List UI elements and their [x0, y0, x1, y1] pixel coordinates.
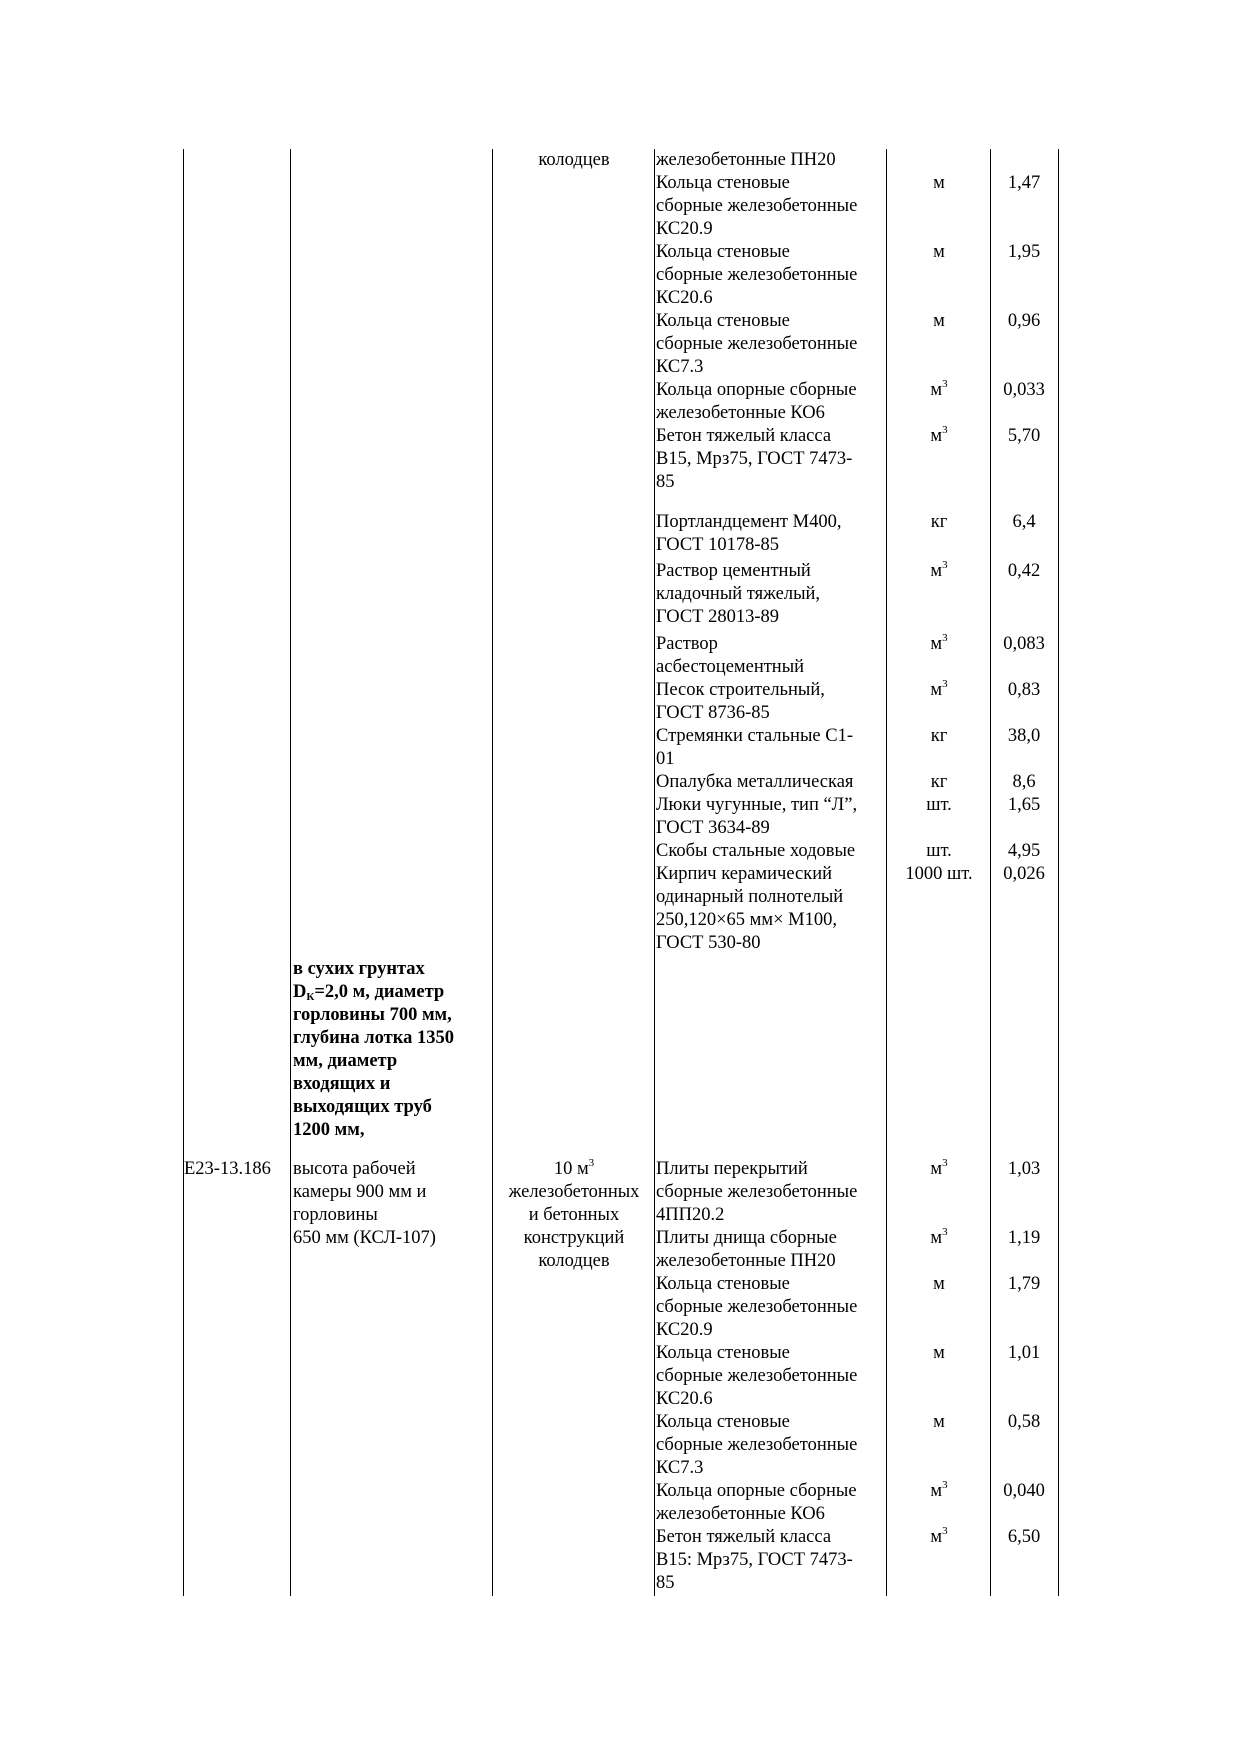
- material-qty: 6,4: [1012, 512, 1036, 532]
- material-desc: Скобы стальные ходовые: [656, 841, 856, 861]
- material-desc: Кирпич керамический одинарный полнотелый 250,120×65 мм× М100, ГОСТ 530-80: [656, 864, 844, 953]
- table-rule-code: [290, 149, 291, 1596]
- norm-name-regular: высота рабочей камеры 900 мм и горловины 650 мм (КСЛ-107): [293, 1159, 436, 1248]
- material-unit: м: [933, 1412, 945, 1432]
- material-unit: $м^3$: [930, 424, 948, 446]
- material-qty: 0,58: [1007, 1412, 1041, 1432]
- material-unit: шт.: [926, 795, 952, 815]
- material-desc: Кольца опорные сборные железобетонные КО6: [656, 380, 857, 423]
- table-rule-left: [183, 149, 184, 1596]
- norm-name-bold: в сухих грунтах $D_К=2,0$ м, диаметр горловины 700 мм, глубина лотка 1350 мм, диаметр входящих и выходящих труб 1200 мм,: [293, 959, 455, 1140]
- material-unit: $м^3$: [930, 1226, 948, 1248]
- material-unit: м: [933, 311, 945, 331]
- table-rule-materials: [886, 149, 887, 1596]
- material-qty: 1,65: [1007, 795, 1041, 815]
- table-rule-work-unit: [654, 149, 655, 1596]
- material-unit: шт.: [926, 841, 952, 861]
- material-unit: м: [933, 1343, 945, 1363]
- material-qty: 0,96: [1007, 311, 1041, 331]
- material-qty: 1,19: [1007, 1228, 1041, 1248]
- material-desc: Кольца стеновые сборные железобетонные КС7.3: [656, 311, 858, 377]
- material-desc: Кольца стеновые сборные железобетонные КС20.9: [656, 1274, 858, 1340]
- material-desc: Опалубка металлическая: [656, 772, 854, 792]
- material-desc: Раствор цементный кладочный тяжелый, ГОСТ 28013-89: [656, 561, 821, 627]
- material-desc: Бетон тяжелый класса В15: Мрз75, ГОСТ 7473- 85: [656, 1527, 853, 1593]
- material-unit: $м^3$: [930, 559, 948, 581]
- material-qty: 1,95: [1007, 242, 1041, 262]
- material-desc: Кольца стеновые сборные железобетонные КС7.3: [656, 1412, 858, 1478]
- material-unit: кг: [930, 772, 948, 792]
- material-unit: $м^3$: [930, 1525, 948, 1547]
- material-unit: $м^3$: [930, 1479, 948, 1501]
- norm-work-unit: 10 $м^3$ железобетонных и бетонных конструкций колодцев: [508, 1157, 640, 1271]
- material-unit: $м^3$: [930, 1157, 948, 1179]
- material-qty: 1,79: [1007, 1274, 1041, 1294]
- material-qty: 1,01: [1007, 1343, 1041, 1363]
- material-desc: Портландцемент М400, ГОСТ 10178-85: [656, 512, 842, 555]
- table-rule-name: [492, 149, 493, 1596]
- material-unit: $м^3$: [930, 632, 948, 654]
- material-qty: 0,033: [1003, 380, 1045, 400]
- material-unit: $м^3$: [930, 378, 948, 400]
- material-unit: кг: [930, 726, 948, 746]
- material-qty: 6,50: [1007, 1527, 1041, 1547]
- material-qty: 0,040: [1003, 1481, 1045, 1501]
- material-qty: 1,03: [1007, 1159, 1041, 1179]
- material-desc: Раствор асбестоцементный: [656, 634, 805, 677]
- material-desc: Кольца опорные сборные железобетонные КО6: [656, 1481, 857, 1524]
- material-desc: Кольца стеновые сборные железобетонные КС20.6: [656, 242, 858, 308]
- material-unit: 1000 шт.: [905, 864, 973, 884]
- work-unit-continuation: колодцев: [538, 150, 610, 170]
- material-desc: Песок строительный, ГОСТ 8736-85: [656, 680, 825, 723]
- material-qty: 38,0: [1007, 726, 1041, 746]
- material-qty: 0,026: [1003, 864, 1045, 884]
- material-desc: Плиты днища сборные железобетонные ПН20: [656, 1228, 837, 1271]
- material-unit: м: [933, 1274, 945, 1294]
- material-desc: Бетон тяжелый класса В15, Мрз75, ГОСТ 7473- 85: [656, 426, 853, 492]
- material-qty: 1,47: [1007, 173, 1041, 193]
- material-qty: 0,083: [1003, 634, 1045, 654]
- material-qty: 0,83: [1007, 680, 1041, 700]
- material-unit: м: [933, 173, 945, 193]
- material-qty: 8,6: [1012, 772, 1036, 792]
- material-qty: 4,95: [1007, 841, 1041, 861]
- material-unit: $м^3$: [930, 678, 948, 700]
- material-qty: 0,42: [1007, 561, 1041, 581]
- material-unit: м: [933, 242, 945, 262]
- material-desc: Кольца стеновые сборные железобетонные КС20.6: [656, 1343, 858, 1409]
- norm-code: Е23-13.186: [184, 1159, 271, 1179]
- material-desc: Плиты перекрытий сборные железобетонные 4ПП20.2: [656, 1159, 858, 1225]
- material-unit: кг: [930, 512, 948, 532]
- material-desc: железобетонные ПН20: [656, 150, 836, 170]
- material-desc: Люки чугунные, тип “Л”, ГОСТ 3634-89: [656, 795, 858, 838]
- material-desc: Стремянки стальные С1- 01: [656, 726, 853, 769]
- table-rule-right: [1058, 149, 1059, 1596]
- material-desc: Кольца стеновые сборные железобетонные КС20.9: [656, 173, 858, 239]
- material-qty: 5,70: [1007, 426, 1041, 446]
